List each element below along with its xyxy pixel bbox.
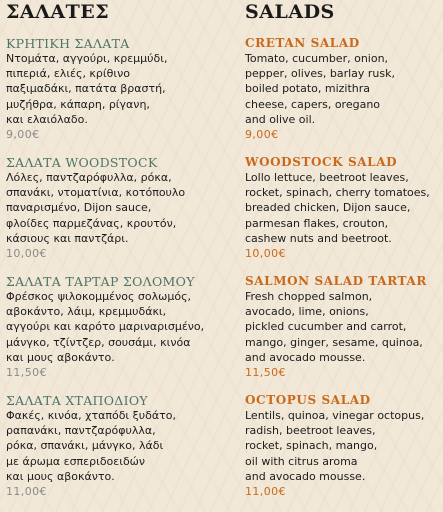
item-price: 11,50€ — [6, 366, 47, 380]
item-title: ΣΑΛΑΤΑ ΤΑΡΤΑΡ ΣΟΛΟΜΟΥ — [6, 274, 195, 289]
menu-item-salmon-gr — [6, 274, 234, 380]
item-price: 10,00€ — [245, 247, 286, 261]
menu-item-cretan-gr — [6, 36, 234, 142]
menu-item-octopus-gr — [6, 393, 234, 499]
item-description: Lollo lettuce, beetroot leaves, rocket, spinach, cherry tomatoes, breaded chicken, Dijon sauce, parmesan flakes, crouton, cashew nuts and beetroot. — [245, 171, 430, 245]
item-description: Fresh chopped salmon, avocado, lime, onions, pickled cucumber and carrot, mango, ginger, sesame, quinoa, and avocado mousse. — [245, 290, 423, 364]
item-description: Φακές, κινόα, χταπόδι ξυδάτο, ραπανάκι, παντζαρόφυλλα, ρόκα, σπανάκι, μάνγκο, λάδι με άρωμα εσπεριδοειδών και μους αβοκάντο. — [6, 409, 176, 483]
greek-menu-column — [6, 0, 234, 499]
menu-item-salmon-en — [245, 274, 443, 380]
item-title: SALMON SALAD TARTAR — [245, 274, 427, 288]
item-title: CRETAN SALAD — [245, 36, 360, 50]
item-description: Tomato, cucumber, onion, pepper, olives, barlay rusk, boiled potato, mizithra cheese, capers, oregano and olive oil. — [245, 52, 395, 126]
item-price: 11,50€ — [245, 366, 286, 380]
item-price: 9,00€ — [245, 128, 279, 142]
item-title: ΚΡΗΤΙΚΗ ΣΑΛΑΤΑ — [6, 36, 130, 51]
item-price: 9,00€ — [6, 128, 40, 142]
item-title: OCTOPUS SALAD — [245, 393, 371, 407]
menu-item-woodstock-en — [245, 155, 443, 261]
item-description: Ντομάτα, αγγούρι, κρεμμύδι, πιπεριά, ελιές, κρίθινο παξιμαδάκι, πατάτα βραστή, μυζήθρα, κάπαρη, ρίγανη, και ελαιόλαδο. — [6, 52, 168, 126]
english-section-heading: SALADS — [245, 1, 335, 23]
item-price: 11,00€ — [245, 485, 286, 499]
item-title: ΣΑΛΑΤΑ ΧΤΑΠΟΔΙΟΥ — [6, 393, 148, 408]
item-description: Λόλες, παντζαρόφυλλα, ρόκα, σπανάκι, ντοματίνια, κοτόπουλο παναρισμένο, Dijon sauce, φλοίδες παρμεζάνας, κρουτόν, κάσιους και παντζάρι. — [6, 171, 186, 245]
item-price: 11,00€ — [6, 485, 47, 499]
menu-item-octopus-en — [245, 393, 443, 499]
item-price: 10,00€ — [6, 247, 47, 261]
item-description: Φρέσκος ψιλοκομμένος σολωμός, αβοκάντο, λάιμ, κρεμμυδάκι, αγγούρι και καρότο μαριναρισμένο, μάνγκο, τζίντζερ, σουσάμι, κινόα και μους αβοκάντο. — [6, 290, 205, 364]
item-title: WOODSTOCK SALAD — [245, 155, 398, 169]
english-menu-column — [245, 0, 443, 499]
greek-section-heading: ΣΑΛΑΤΕΣ — [6, 1, 110, 23]
menu-item-woodstock-gr — [6, 155, 234, 261]
item-title: ΣΑΛΑΤΑ WOODSTOCK — [6, 155, 158, 170]
menu-item-cretan-en — [245, 36, 443, 142]
item-description: Lentils, quinoa, vinegar octopus, radish, beetroot leaves, rocket, spinach, mango, oil with citrus aroma and avocado mousse. — [245, 409, 425, 483]
